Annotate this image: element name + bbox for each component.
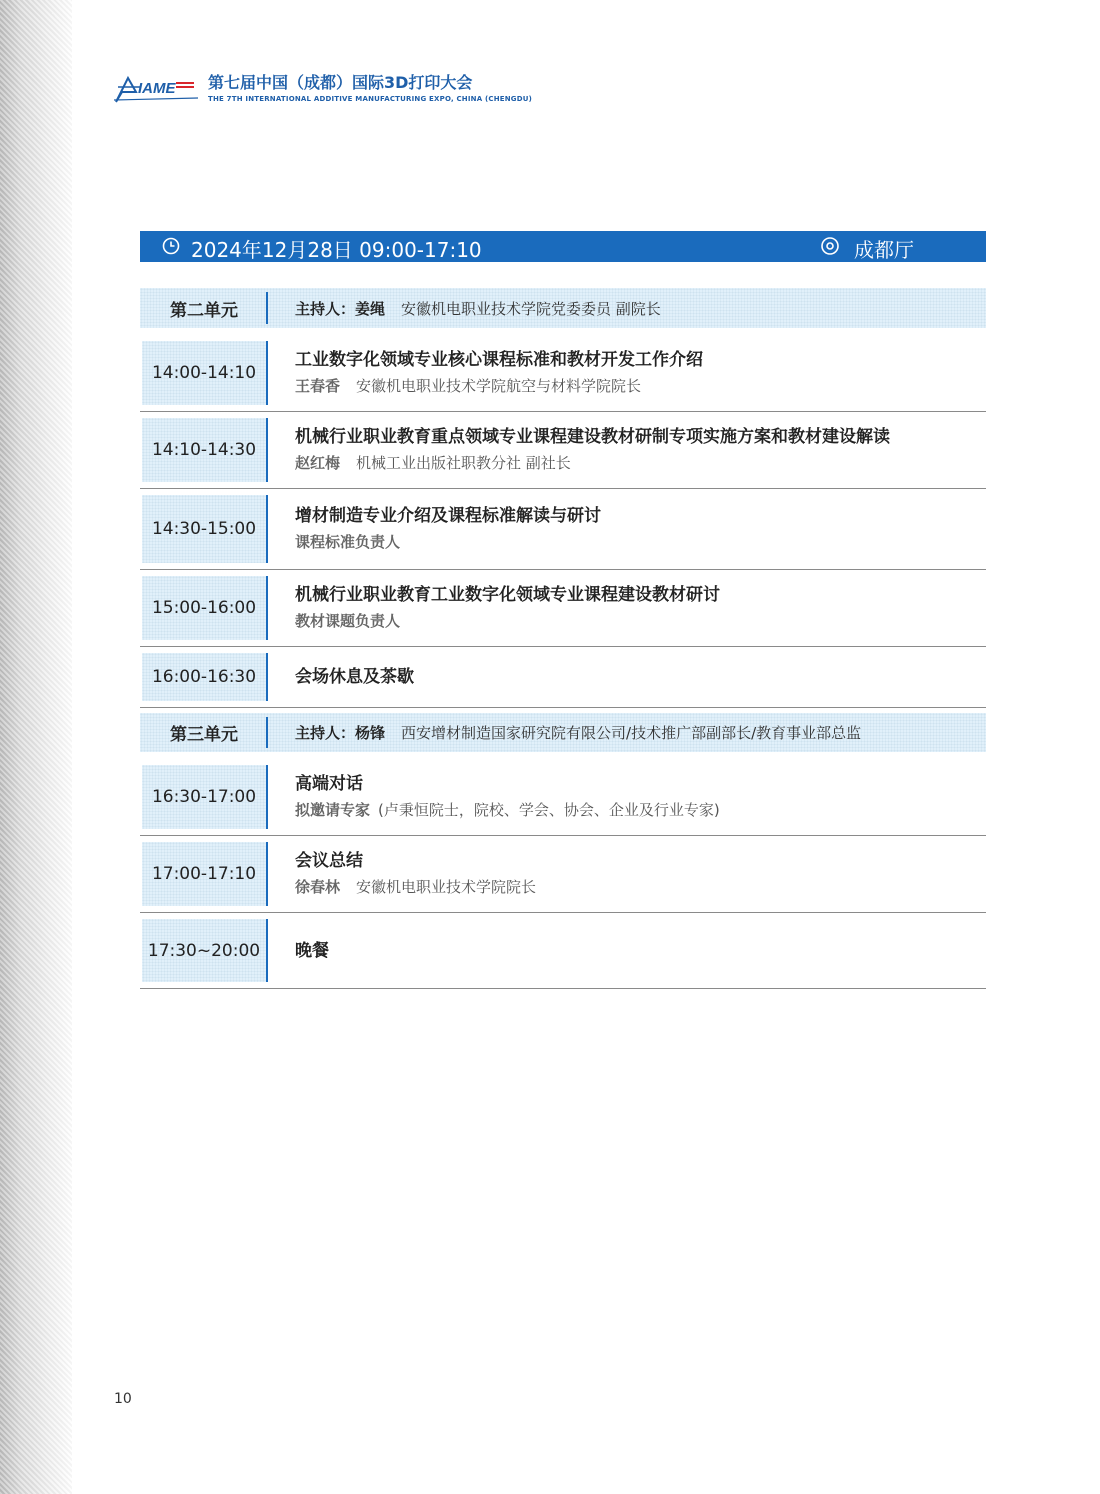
banner-venue: 成都厅 xyxy=(854,238,914,262)
divider-bar xyxy=(266,495,268,563)
session-title: 增材制造专业介绍及课程标准解读与研讨 xyxy=(295,506,601,526)
unit-header-3 xyxy=(140,713,986,752)
schedule-row xyxy=(140,836,986,913)
time-cell: 14:30-15:00 xyxy=(142,495,266,563)
schedule-row xyxy=(140,647,986,708)
speaker-description: 安徽机电职业技术学院院长 xyxy=(356,878,537,896)
speaker-name: 教材课题负责人 xyxy=(295,612,401,630)
time-cell: 14:10-14:30 xyxy=(142,418,266,482)
session-title: 机械行业职业教育重点领域专业课程建设教材研制专项实施方案和教材建设解读 xyxy=(295,427,890,447)
time-cell: 16:00-16:30 xyxy=(142,653,266,701)
page-spine-shadow xyxy=(0,0,72,1494)
time-cell: 16:30-17:00 xyxy=(142,765,266,829)
logo-text: IAME xyxy=(138,80,176,97)
time-cell: 17:30~20:00 xyxy=(142,919,266,982)
session-title: 工业数字化领域专业核心课程标准和教材开发工作介绍 xyxy=(295,350,703,370)
speaker-description: 安徽机电职业技术学院航空与材料学院院长 xyxy=(356,377,642,395)
clock-icon xyxy=(162,237,180,255)
unit-label: 第三单元 xyxy=(170,725,238,745)
schedule-row xyxy=(140,412,986,489)
unit-host xyxy=(295,713,861,752)
banner-date-time: 2024年12月28日 09:00-17:10 xyxy=(191,238,482,262)
divider-bar xyxy=(266,717,268,748)
divider-bar xyxy=(266,765,268,829)
host-label: 主持人：姜绳 xyxy=(295,299,386,318)
schedule-row xyxy=(140,335,986,412)
speaker-description: 机械工业出版社职教分社 副社长 xyxy=(356,454,571,472)
divider-bar xyxy=(266,653,268,701)
session-title: 晚餐 xyxy=(295,940,329,961)
divider-bar xyxy=(266,919,268,982)
speaker-name: 拟邀请专家 xyxy=(295,801,371,819)
unit-label: 第二单元 xyxy=(170,300,238,321)
schedule-row xyxy=(140,759,986,836)
unit-header-2 xyxy=(140,288,986,328)
schedule-row xyxy=(140,570,986,647)
page-number: 10 xyxy=(114,1391,132,1407)
speaker-name: 赵红梅 xyxy=(295,454,341,472)
host-description: 西安增材制造国家研究院有限公司/技术推广部副部长/教育事业部总监 xyxy=(401,724,862,742)
conference-title: 第七届中国（成都）国际3D打印大会 xyxy=(208,73,473,92)
session-title: 机械行业职业教育工业数字化领域专业课程建设教材研讨 xyxy=(295,585,720,605)
session-title: 会议总结 xyxy=(295,851,363,871)
speaker-name: 课程标准负责人 xyxy=(295,533,401,551)
location-pin-icon xyxy=(820,236,840,256)
divider-bar xyxy=(266,842,268,906)
host-label: 主持人：杨锋 xyxy=(295,724,386,742)
divider-bar xyxy=(266,418,268,482)
session-title: 会场休息及茶歇 xyxy=(295,667,414,687)
divider-bar xyxy=(266,292,268,324)
time-cell: 15:00-16:00 xyxy=(142,576,266,640)
speaker-name: 徐春林 xyxy=(295,878,341,896)
speaker-name: 王春香 xyxy=(295,377,341,395)
schedule-banner xyxy=(140,231,986,262)
divider-bar xyxy=(266,576,268,640)
session-title: 高端对话 xyxy=(295,774,363,794)
schedule-row xyxy=(140,489,986,570)
unit-host xyxy=(295,288,661,328)
time-cell: 14:00-14:10 xyxy=(142,341,266,405)
iame-logo xyxy=(114,74,198,104)
conference-subtitle: THE 7TH INTERNATIONAL ADDITIVE MANUFACTURING EXPO, CHINA (CHENGDU) xyxy=(208,95,533,103)
time-cell: 17:00-17:10 xyxy=(142,842,266,906)
schedule-row xyxy=(140,913,986,989)
speaker-description: (卢秉恒院士，院校、学会、协会、企业及行业专家) xyxy=(378,801,720,819)
host-description: 安徽机电职业技术学院党委委员 副院长 xyxy=(401,299,661,318)
divider-bar xyxy=(266,341,268,405)
